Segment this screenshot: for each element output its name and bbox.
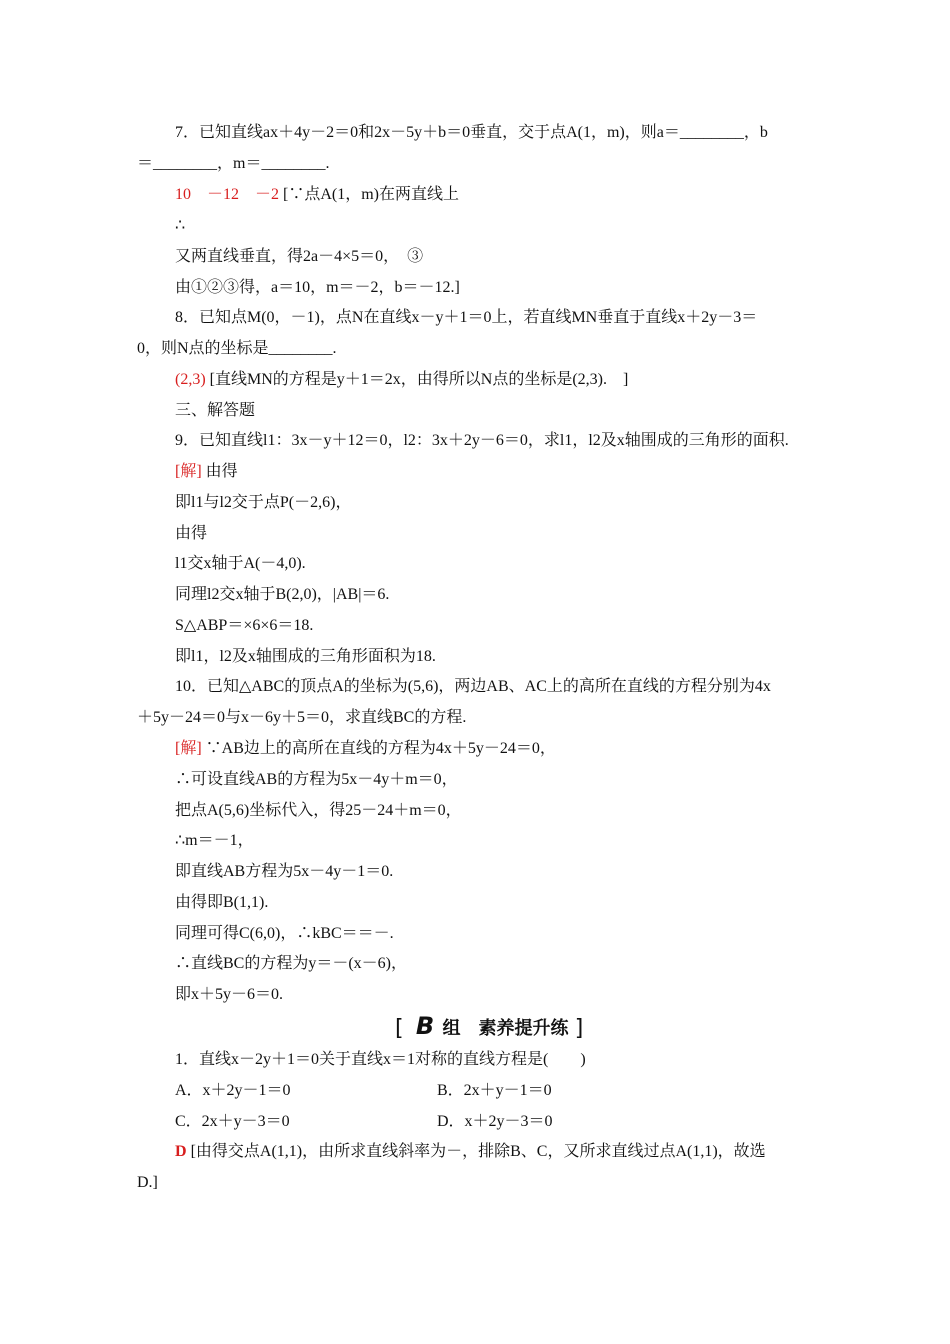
q10-step1	[175, 739, 556, 759]
q9-s1: 由得	[205, 463, 238, 480]
q10-s7: 同理可得C(6,0)，∴kBC＝＝－.	[175, 925, 394, 942]
q9-solution-tag: [解]	[175, 463, 202, 480]
q7-solution-line1	[175, 185, 459, 205]
b1-option-b: B．2x＋y－1＝0	[437, 1082, 552, 1099]
group-b-heading	[395, 1012, 595, 1040]
q9-line1: 9．已知直线l1：3x－y＋12＝0，l2：3x＋2y－6＝0，求l1，l2及x轴围成的三角形的面积.	[175, 432, 789, 449]
q8-line2: 0，则N点的坐标是________.	[137, 340, 337, 357]
b1-sol2: D.]	[137, 1174, 158, 1191]
q10-s8: ∴直线BC的方程为y＝－(x－6)，	[175, 955, 408, 972]
group-b-label: 组 素养提升练	[442, 1018, 569, 1039]
q8-line1: 8．已知点M(0，－1)，点N在直线x－y＋1＝0上，若直线MN垂直于直线x＋2y－3＝	[175, 309, 758, 326]
q10-solution-tag: [解]	[175, 740, 202, 757]
q7-sol4: 由①②③得，a＝10，m＝－2，b＝－12.]	[175, 279, 460, 296]
q10-s2: ∴可设直线AB的方程为5x－4y＋m＝0，	[175, 771, 458, 788]
q10-line2: ＋5y－24＝0与x－6y＋5＝0，求直线BC的方程.	[137, 709, 467, 726]
q10-s5: 即直线AB方程为5x－4y－1＝0.	[175, 863, 394, 880]
q7-answer: 10 －12 －2	[175, 186, 280, 203]
q8-answer: (2,3)	[175, 371, 206, 388]
q9-s3: 由得	[175, 525, 208, 542]
q7-sol3: 又两直线垂直，得2a－4×5＝0， ③	[175, 248, 424, 265]
b1-question: 1．直线x－2y＋1＝0关于直线x＝1对称的直线方程是( )	[175, 1051, 586, 1068]
q7-sol2: ∴	[175, 217, 186, 234]
b1-sol1: [由得交点A(1,1)，由所求直线斜率为－，排除B、C，又所求直线过点A(1,1)，故选	[190, 1143, 766, 1160]
q9-s6: S△ABP＝×6×6＝18.	[175, 617, 314, 634]
group-b-left-bracket: [	[395, 1016, 404, 1041]
b1-option-d: D．x＋2y－3＝0	[437, 1113, 553, 1130]
b1-option-a: A．x＋2y－1＝0	[175, 1082, 291, 1099]
q8-sol: [直线MN的方程是y＋1＝2x，由得所以N点的坐标是(2,3). ]	[209, 371, 629, 388]
b1-option-c: C．2x＋y－3＝0	[175, 1113, 290, 1130]
q9-s5: 同理l2交x轴于B(2,0)，|AB|＝6.	[175, 586, 390, 603]
section-heading: 三、解答题	[175, 402, 256, 419]
group-b-right-bracket: ]	[574, 1016, 584, 1041]
q10-s9: 即x＋5y－6＝0.	[175, 986, 284, 1003]
q10-s6: 由得即B(1,1).	[175, 894, 269, 911]
b1-answer: D	[175, 1143, 187, 1160]
q7-line2: ＝________，m＝________.	[137, 155, 330, 172]
q8-solution	[175, 370, 628, 390]
q10-line1: 10．已知△ABC的顶点A的坐标为(5,6)，两边AB、AC上的高所在直线的方程分别为4x	[175, 678, 771, 695]
q7-sol1: [∵点A(1，m)在两直线上	[283, 186, 460, 203]
q9-s2: 即l1与l2交于点P(－2,6)，	[175, 494, 352, 511]
q10-s4: ∴m＝－1，	[175, 832, 254, 849]
q9-s7: 即l1，l2及x轴围成的三角形面积为18.	[175, 648, 436, 665]
q10-s1: ∵AB边上的高所在直线的方程为4x＋5y－24＝0，	[205, 740, 556, 757]
b1-solution-line1	[175, 1142, 766, 1162]
q9-step1	[175, 462, 238, 482]
group-b-badge: B	[415, 1012, 435, 1040]
q9-s4: l1交x轴于A(－4,0).	[175, 555, 306, 572]
q7-line1: 7．已知直线ax＋4y－2＝0和2x－5y＋b＝0垂直，交于点A(1，m)，则a＝________，b	[175, 124, 768, 141]
q10-s3: 把点A(5,6)坐标代入，得25－24＋m＝0，	[175, 802, 462, 819]
